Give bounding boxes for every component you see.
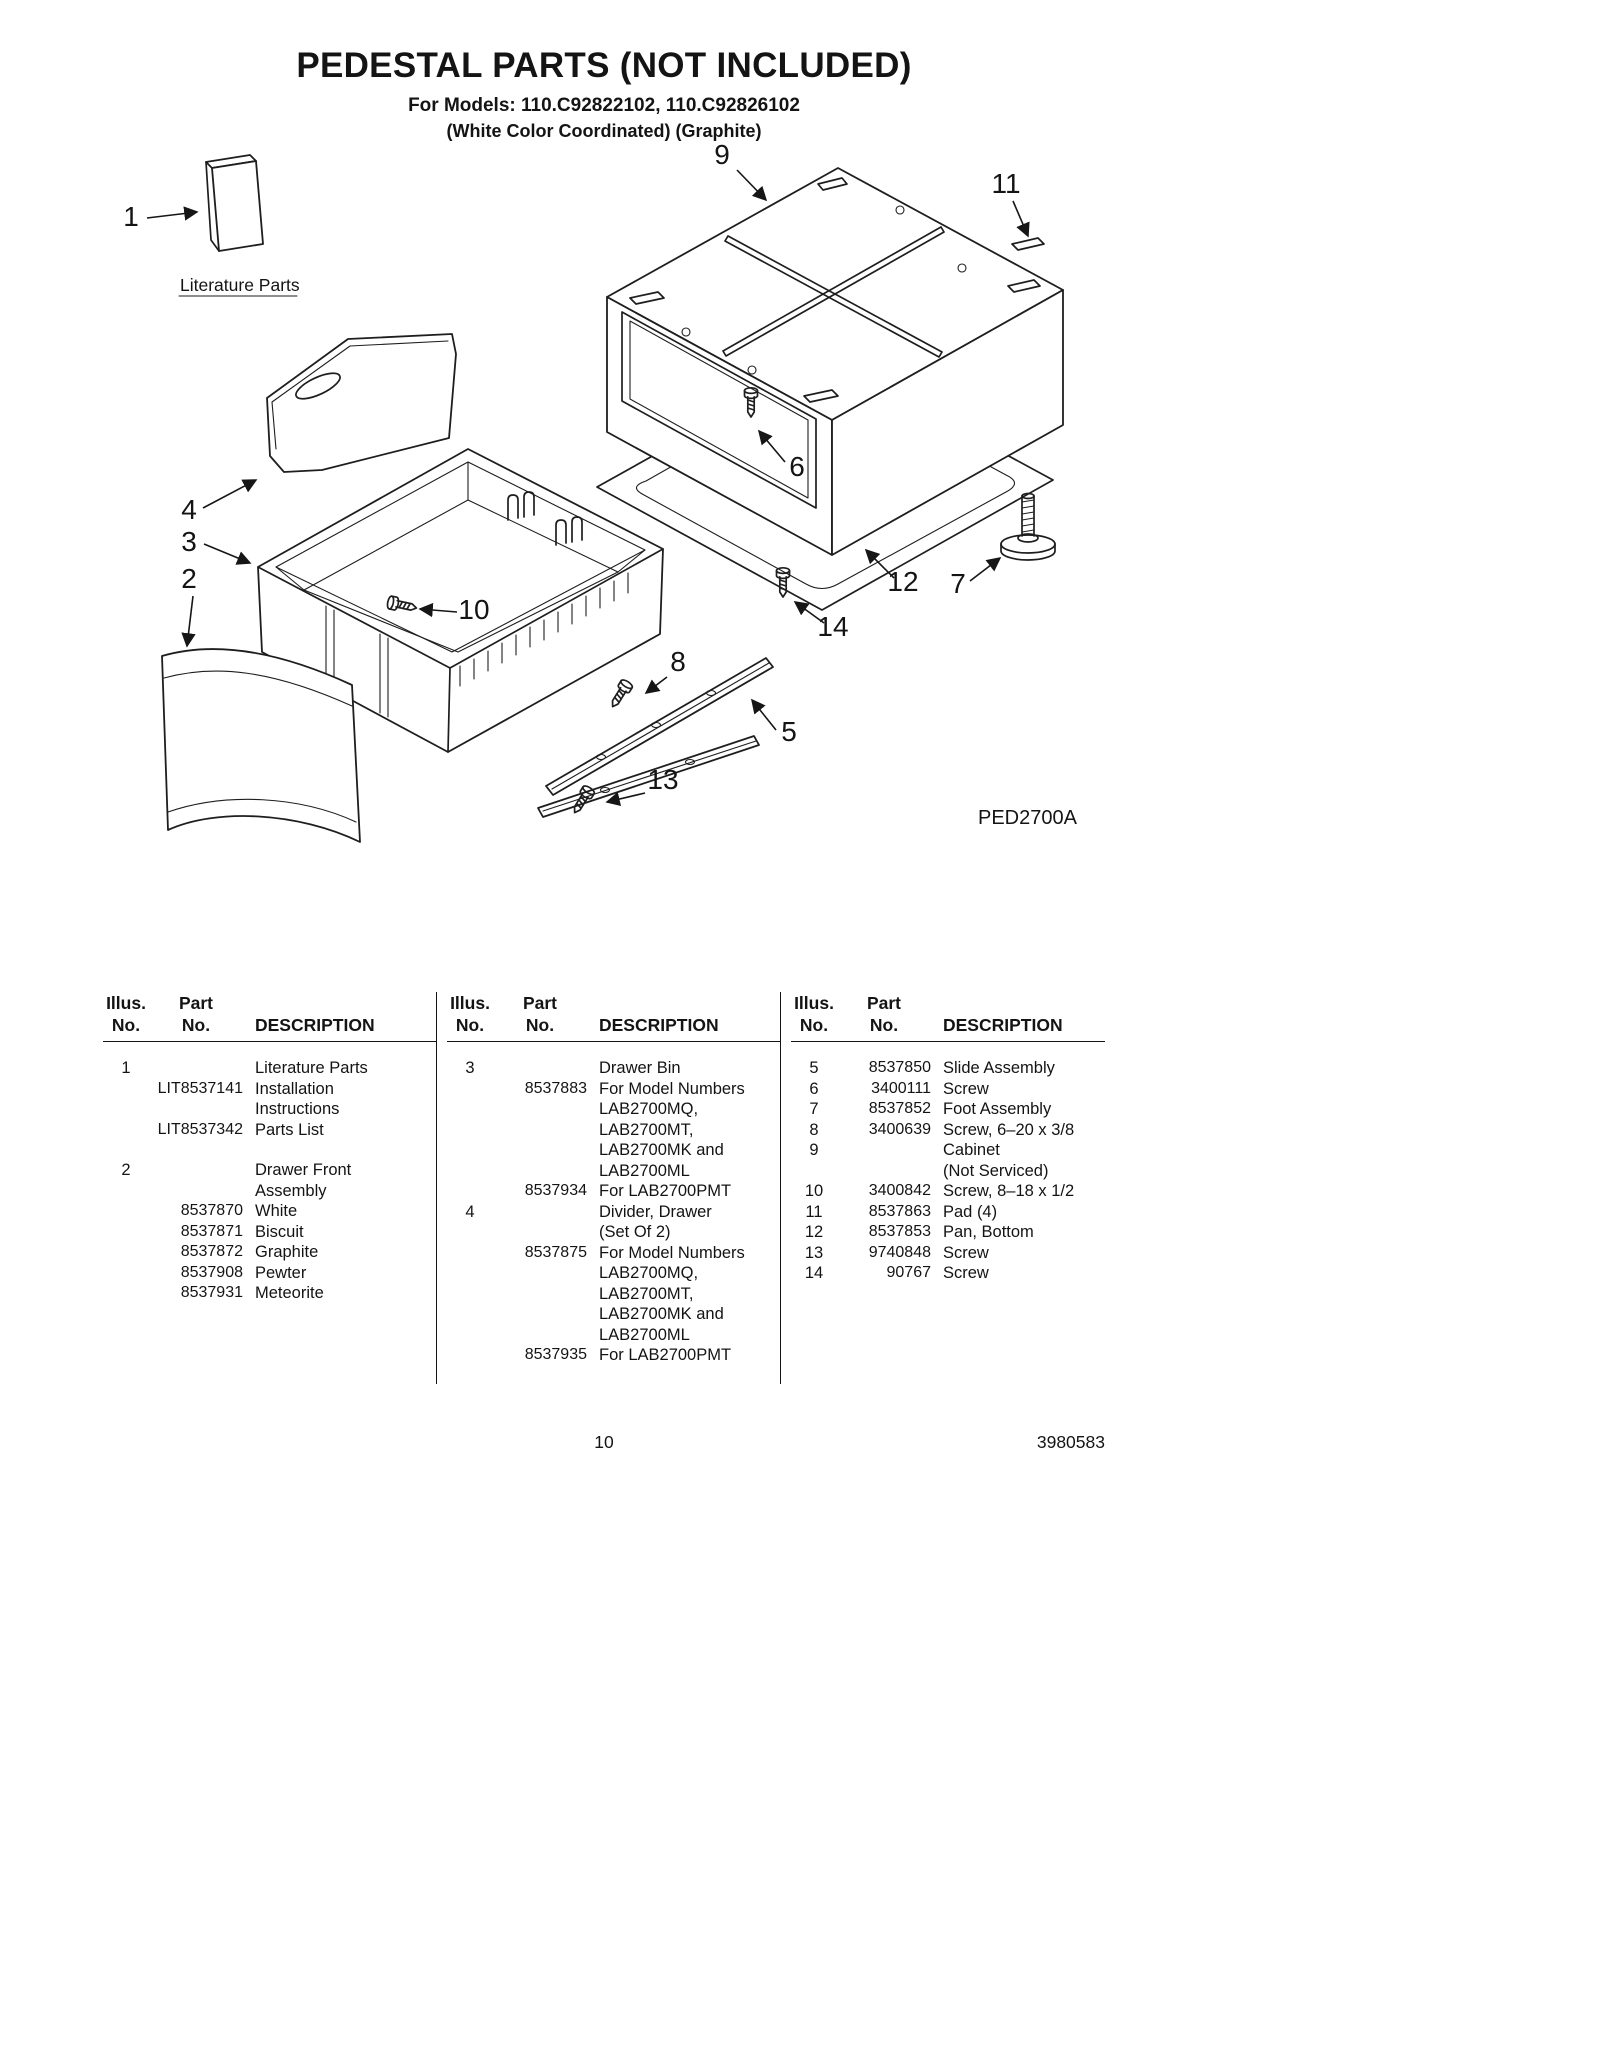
- part-no-cell: 8537875: [524, 1243, 587, 1261]
- table-header: [791, 992, 1105, 1042]
- illus-no-cell: [447, 1181, 493, 1202]
- illus-no-cell: 14: [804, 1264, 824, 1282]
- description-line: Foot Assembly: [943, 1100, 1052, 1118]
- part-no-cell: 8537931: [180, 1284, 243, 1301]
- table-row: [103, 1222, 436, 1243]
- doc-number: 3980583: [1036, 1432, 1105, 1452]
- table-row: [791, 1202, 1105, 1223]
- description-line: Biscuit: [255, 1222, 304, 1241]
- description-cell: [931, 1079, 1105, 1100]
- parts-table: [103, 992, 1105, 1384]
- part-no-cell: 8537934: [524, 1182, 587, 1199]
- description-line: LAB2700MT,: [599, 1284, 694, 1303]
- description-line: (Set Of 2): [599, 1223, 671, 1241]
- header-illus-no: Illus. No.: [106, 993, 146, 1035]
- parts-column-1: [103, 992, 436, 1384]
- illus-no-cell: [447, 1345, 493, 1366]
- description-line: Pewter: [255, 1263, 307, 1282]
- description-cell: [587, 1079, 780, 1182]
- description-line: Pan, Bottom: [943, 1223, 1034, 1241]
- description-cell: [243, 1201, 436, 1222]
- description-cell: [931, 1181, 1105, 1202]
- rows-column-2: [447, 1058, 780, 1366]
- part-no-cell: 3400111: [871, 1079, 931, 1097]
- part-no-cell: 8537850: [868, 1059, 931, 1076]
- screw-14-icon: [777, 568, 790, 597]
- part-no-cell: 8537871: [180, 1222, 243, 1240]
- description-cell: [587, 1202, 780, 1243]
- description-cell: [243, 1263, 436, 1284]
- header-description: DESCRIPTION: [599, 1015, 719, 1035]
- table-row: [791, 1120, 1105, 1141]
- header-description: DESCRIPTION: [255, 1015, 375, 1035]
- description-cell: [931, 1120, 1105, 1141]
- part-no-cell: 8537870: [180, 1202, 243, 1219]
- table-row: [791, 1181, 1105, 1202]
- drawer-divider-drawing: [267, 334, 456, 472]
- description-line: LAB2700MQ,: [599, 1100, 699, 1118]
- literature-parts-drawing: [206, 155, 263, 251]
- header-description: DESCRIPTION: [943, 1015, 1063, 1035]
- description-cell: [243, 1160, 436, 1201]
- part-no-cell: [149, 1160, 243, 1201]
- callout-12: 12: [887, 566, 919, 597]
- description-line: Assembly: [255, 1181, 327, 1200]
- pad-drawing: [1012, 238, 1044, 250]
- table-header: [103, 992, 436, 1042]
- description-line: LAB2700ML: [599, 1161, 690, 1180]
- header-part-no: Part No.: [178, 993, 214, 1035]
- part-no-cell: 8537853: [868, 1223, 931, 1240]
- drawer-front-drawing: [162, 649, 360, 842]
- callout-14: 14: [817, 611, 849, 642]
- description-line: LAB2700ML: [599, 1325, 690, 1344]
- table-row: [103, 1242, 436, 1263]
- description-cell: [931, 1202, 1105, 1223]
- screw-8-icon: [607, 678, 633, 710]
- callout-9: 9: [714, 140, 730, 170]
- table-row: [447, 1058, 780, 1079]
- illus-no-cell: 10: [804, 1182, 824, 1200]
- description-line: Parts List: [255, 1120, 324, 1139]
- callout-4: 4: [181, 494, 197, 525]
- foot-assembly-drawing: [1001, 494, 1055, 561]
- header-illus-no: Illus. No.: [450, 993, 490, 1035]
- part-no-cell: [837, 1140, 931, 1181]
- part-no-cell: 3400639: [868, 1120, 931, 1138]
- part-no-cell: [149, 1058, 243, 1079]
- description-line: Screw: [943, 1264, 989, 1282]
- description-line: For Model Numbers: [599, 1079, 745, 1098]
- header-illus-no: Illus. No.: [794, 993, 834, 1035]
- callout-6: 6: [789, 451, 805, 482]
- callout-1: 1: [123, 201, 139, 232]
- table-row: [103, 1058, 436, 1079]
- part-no-cell: 8537935: [524, 1346, 587, 1363]
- description-line: Literature Parts: [255, 1059, 368, 1077]
- description-cell: [243, 1242, 436, 1263]
- description-cell: [931, 1099, 1105, 1120]
- part-no-cell: 8537908: [180, 1263, 243, 1281]
- illus-no-cell: 1: [121, 1059, 131, 1077]
- part-no-cell: 8537883: [524, 1079, 587, 1097]
- description-line: LAB2700MK and: [599, 1305, 724, 1323]
- literature-parts-label: Literature Parts: [180, 275, 300, 295]
- illus-no-cell: 5: [809, 1059, 819, 1077]
- part-no-cell: 9740848: [868, 1243, 931, 1261]
- description-line: Slide Assembly: [943, 1059, 1055, 1077]
- table-row: [791, 1140, 1105, 1181]
- cabinet-drawing: [607, 168, 1063, 555]
- illus-no-cell: [103, 1283, 149, 1304]
- table-header: [447, 992, 780, 1042]
- table-row: [103, 1120, 436, 1141]
- table-row: [447, 1181, 780, 1202]
- table-row: [103, 1283, 436, 1304]
- description-line: Screw: [943, 1079, 989, 1098]
- illus-no-cell: [103, 1263, 149, 1284]
- description-line: Screw: [943, 1243, 989, 1262]
- illus-no-cell: 8: [809, 1120, 819, 1139]
- description-line: (Not Serviced): [943, 1161, 1049, 1180]
- table-row: [791, 1222, 1105, 1243]
- callout-10: 10: [458, 594, 490, 625]
- description-line: Meteorite: [255, 1284, 324, 1302]
- illus-no-cell: 13: [804, 1243, 824, 1262]
- table-row: [103, 1263, 436, 1284]
- description-cell: [587, 1243, 780, 1346]
- table-row: [103, 1201, 436, 1222]
- description-line: Installation: [255, 1079, 334, 1098]
- page-number: 10: [594, 1432, 614, 1452]
- table-row: [791, 1099, 1105, 1120]
- illus-no-cell: 12: [804, 1223, 824, 1241]
- description-line: LAB2700MK and: [599, 1141, 724, 1159]
- exploded-parts-diagram: [0, 140, 1600, 910]
- diagram-code: PED2700A: [978, 807, 1077, 829]
- illus-no-cell: 9: [809, 1141, 819, 1159]
- description-line: For Model Numbers: [599, 1243, 745, 1262]
- callout-11: 11: [991, 168, 1021, 199]
- description-cell: [243, 1058, 436, 1079]
- header-part-no: Part No.: [866, 993, 902, 1035]
- callout-5: 5: [781, 716, 797, 747]
- table-row: [791, 1079, 1105, 1100]
- description-cell: [931, 1263, 1105, 1284]
- description-line: White: [255, 1202, 298, 1220]
- description-line: Screw, 6–20 x 3/8: [943, 1120, 1075, 1139]
- part-no-cell: 8537863: [868, 1202, 931, 1220]
- part-no-cell: 8537852: [868, 1100, 931, 1117]
- description-cell: [587, 1345, 780, 1366]
- callout-3: 3: [181, 526, 197, 557]
- description-line: For LAB2700PMT: [599, 1182, 732, 1200]
- description-line: Pad (4): [943, 1202, 998, 1221]
- description-line: LAB2700MQ,: [599, 1264, 699, 1282]
- description-cell: [243, 1222, 436, 1243]
- illus-no-cell: [103, 1222, 149, 1243]
- description-line: Drawer Front: [255, 1161, 352, 1179]
- part-no-cell: 3400842: [868, 1182, 931, 1199]
- illus-no-cell: 6: [809, 1079, 819, 1098]
- table-row: [791, 1243, 1105, 1264]
- finish-line: (White Color Coordinated) (Graphite): [446, 121, 762, 141]
- part-no-cell: LIT8537342: [157, 1120, 243, 1138]
- rows-column-3: [791, 1058, 1105, 1284]
- page-title: PEDESTAL PARTS (NOT INCLUDED): [296, 46, 912, 85]
- table-row: [447, 1243, 780, 1346]
- description-cell: [587, 1058, 780, 1079]
- part-no-cell: 8537872: [180, 1243, 243, 1260]
- illus-no-cell: [103, 1242, 149, 1263]
- illus-no-cell: [103, 1201, 149, 1222]
- description-cell: [587, 1181, 780, 1202]
- part-no-cell: [493, 1202, 587, 1243]
- table-row: [103, 1079, 436, 1120]
- table-row: [103, 1160, 436, 1201]
- table-row: [447, 1345, 780, 1366]
- rows-column-1: [103, 1058, 436, 1304]
- description-cell: [243, 1283, 436, 1304]
- description-line: Divider, Drawer: [599, 1202, 712, 1221]
- description-line: Cabinet: [943, 1141, 1000, 1159]
- illus-no-cell: 7: [809, 1100, 819, 1118]
- table-row: [447, 1202, 780, 1243]
- description-line: Graphite: [255, 1243, 319, 1261]
- description-cell: [243, 1120, 436, 1141]
- illus-no-cell: [447, 1079, 493, 1182]
- table-row: [447, 1079, 780, 1182]
- parts-column-3: [780, 992, 1105, 1384]
- description-line: Instructions: [255, 1100, 340, 1118]
- part-no-cell: [493, 1058, 587, 1079]
- parts-column-2: [436, 992, 780, 1384]
- callout-7: 7: [950, 568, 966, 599]
- illus-no-cell: 4: [465, 1202, 475, 1221]
- description-cell: [243, 1079, 436, 1120]
- callout-13: 13: [647, 764, 679, 795]
- part-no-cell: LIT8537141: [157, 1079, 243, 1097]
- document-footer: [103, 1432, 1105, 1453]
- part-no-cell: 90767: [886, 1264, 931, 1281]
- illus-no-cell: 2: [121, 1161, 131, 1179]
- description-cell: [931, 1243, 1105, 1264]
- illus-no-cell: [103, 1120, 149, 1141]
- exploded-parts-diagram-svg: [0, 140, 1600, 910]
- description-cell: [931, 1058, 1105, 1079]
- description-cell: [931, 1140, 1105, 1181]
- table-row: [791, 1058, 1105, 1079]
- document-header: [100, 46, 1108, 142]
- models-line: For Models: 110.C92822102, 110.C92826102: [408, 95, 800, 116]
- table-row: [791, 1263, 1105, 1284]
- description-line: Screw, 8–18 x 1/2: [943, 1182, 1075, 1200]
- description-cell: [931, 1222, 1105, 1243]
- illus-no-cell: 3: [465, 1059, 475, 1077]
- callout-8: 8: [670, 646, 686, 677]
- table-row-spacer: [103, 1140, 436, 1160]
- description-line: For LAB2700PMT: [599, 1346, 732, 1364]
- illus-no-cell: [447, 1243, 493, 1346]
- description-line: Drawer Bin: [599, 1059, 681, 1077]
- header-part-no: Part No.: [522, 993, 558, 1035]
- description-line: LAB2700MT,: [599, 1120, 694, 1139]
- illus-no-cell: 11: [805, 1202, 823, 1221]
- callout-2: 2: [181, 563, 197, 594]
- illus-no-cell: [103, 1079, 149, 1120]
